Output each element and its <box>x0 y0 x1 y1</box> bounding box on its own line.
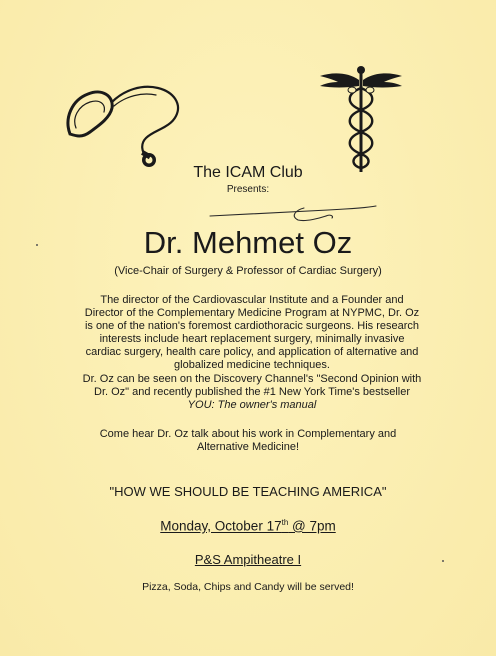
stethoscope-icon <box>62 74 192 174</box>
date-text: Monday, October 17 <box>160 518 282 534</box>
caduceus-icon <box>318 62 404 174</box>
bio-line: Dr. Oz can be seen on the Discovery Channel's "Second Opinion with <box>82 372 422 385</box>
presents-label: Presents: <box>226 184 270 195</box>
signature-mark <box>208 196 378 226</box>
event-date <box>0 518 496 534</box>
call-to-action <box>0 428 496 454</box>
speaker-role: (Vice-Chair of Surgery & Professor of Cardiac Surgery) <box>114 265 382 277</box>
bio-line: Dr. Oz" and recently published the #1 New York Time's bestseller <box>94 385 410 398</box>
bio-line: is one of the nation's foremost cardiothoracic surgeons. His research <box>84 320 420 333</box>
club-title: The ICAM Club <box>193 164 303 181</box>
talk-title: "HOW WE SHOULD BE TEACHING AMERICA" <box>109 484 387 499</box>
bio-line: globalized medicine techniques. <box>174 359 330 372</box>
bio-line: cardiac surgery, health care policy, and application of alternative and <box>85 346 419 359</box>
event-time: @ 7pm <box>288 518 336 534</box>
cta-line: Come hear Dr. Oz talk about his work in Complementary and <box>99 428 397 440</box>
bio-line: Director of the Complementary Medicine Program at NYPMC, Dr. Oz <box>84 307 420 320</box>
paper-speck <box>36 244 38 246</box>
bio-line: The director of the Cardiovascular Institute and a Founder and <box>100 294 404 306</box>
book-title: YOU: The owner's manual <box>187 398 317 411</box>
paper-speck <box>442 560 444 562</box>
speaker-name: Dr. Mehmet Oz <box>143 225 353 260</box>
food-note: Pizza, Soda, Chips and Candy will be served! <box>142 581 354 593</box>
cta-line: Alternative Medicine! <box>196 441 300 454</box>
bio-line: interests include heart replacement surgery, minimally invasive <box>99 333 405 346</box>
date-suffix: th <box>281 518 289 527</box>
speaker-bio <box>82 294 422 412</box>
event-venue: P&S Ampitheatre I <box>194 552 302 567</box>
